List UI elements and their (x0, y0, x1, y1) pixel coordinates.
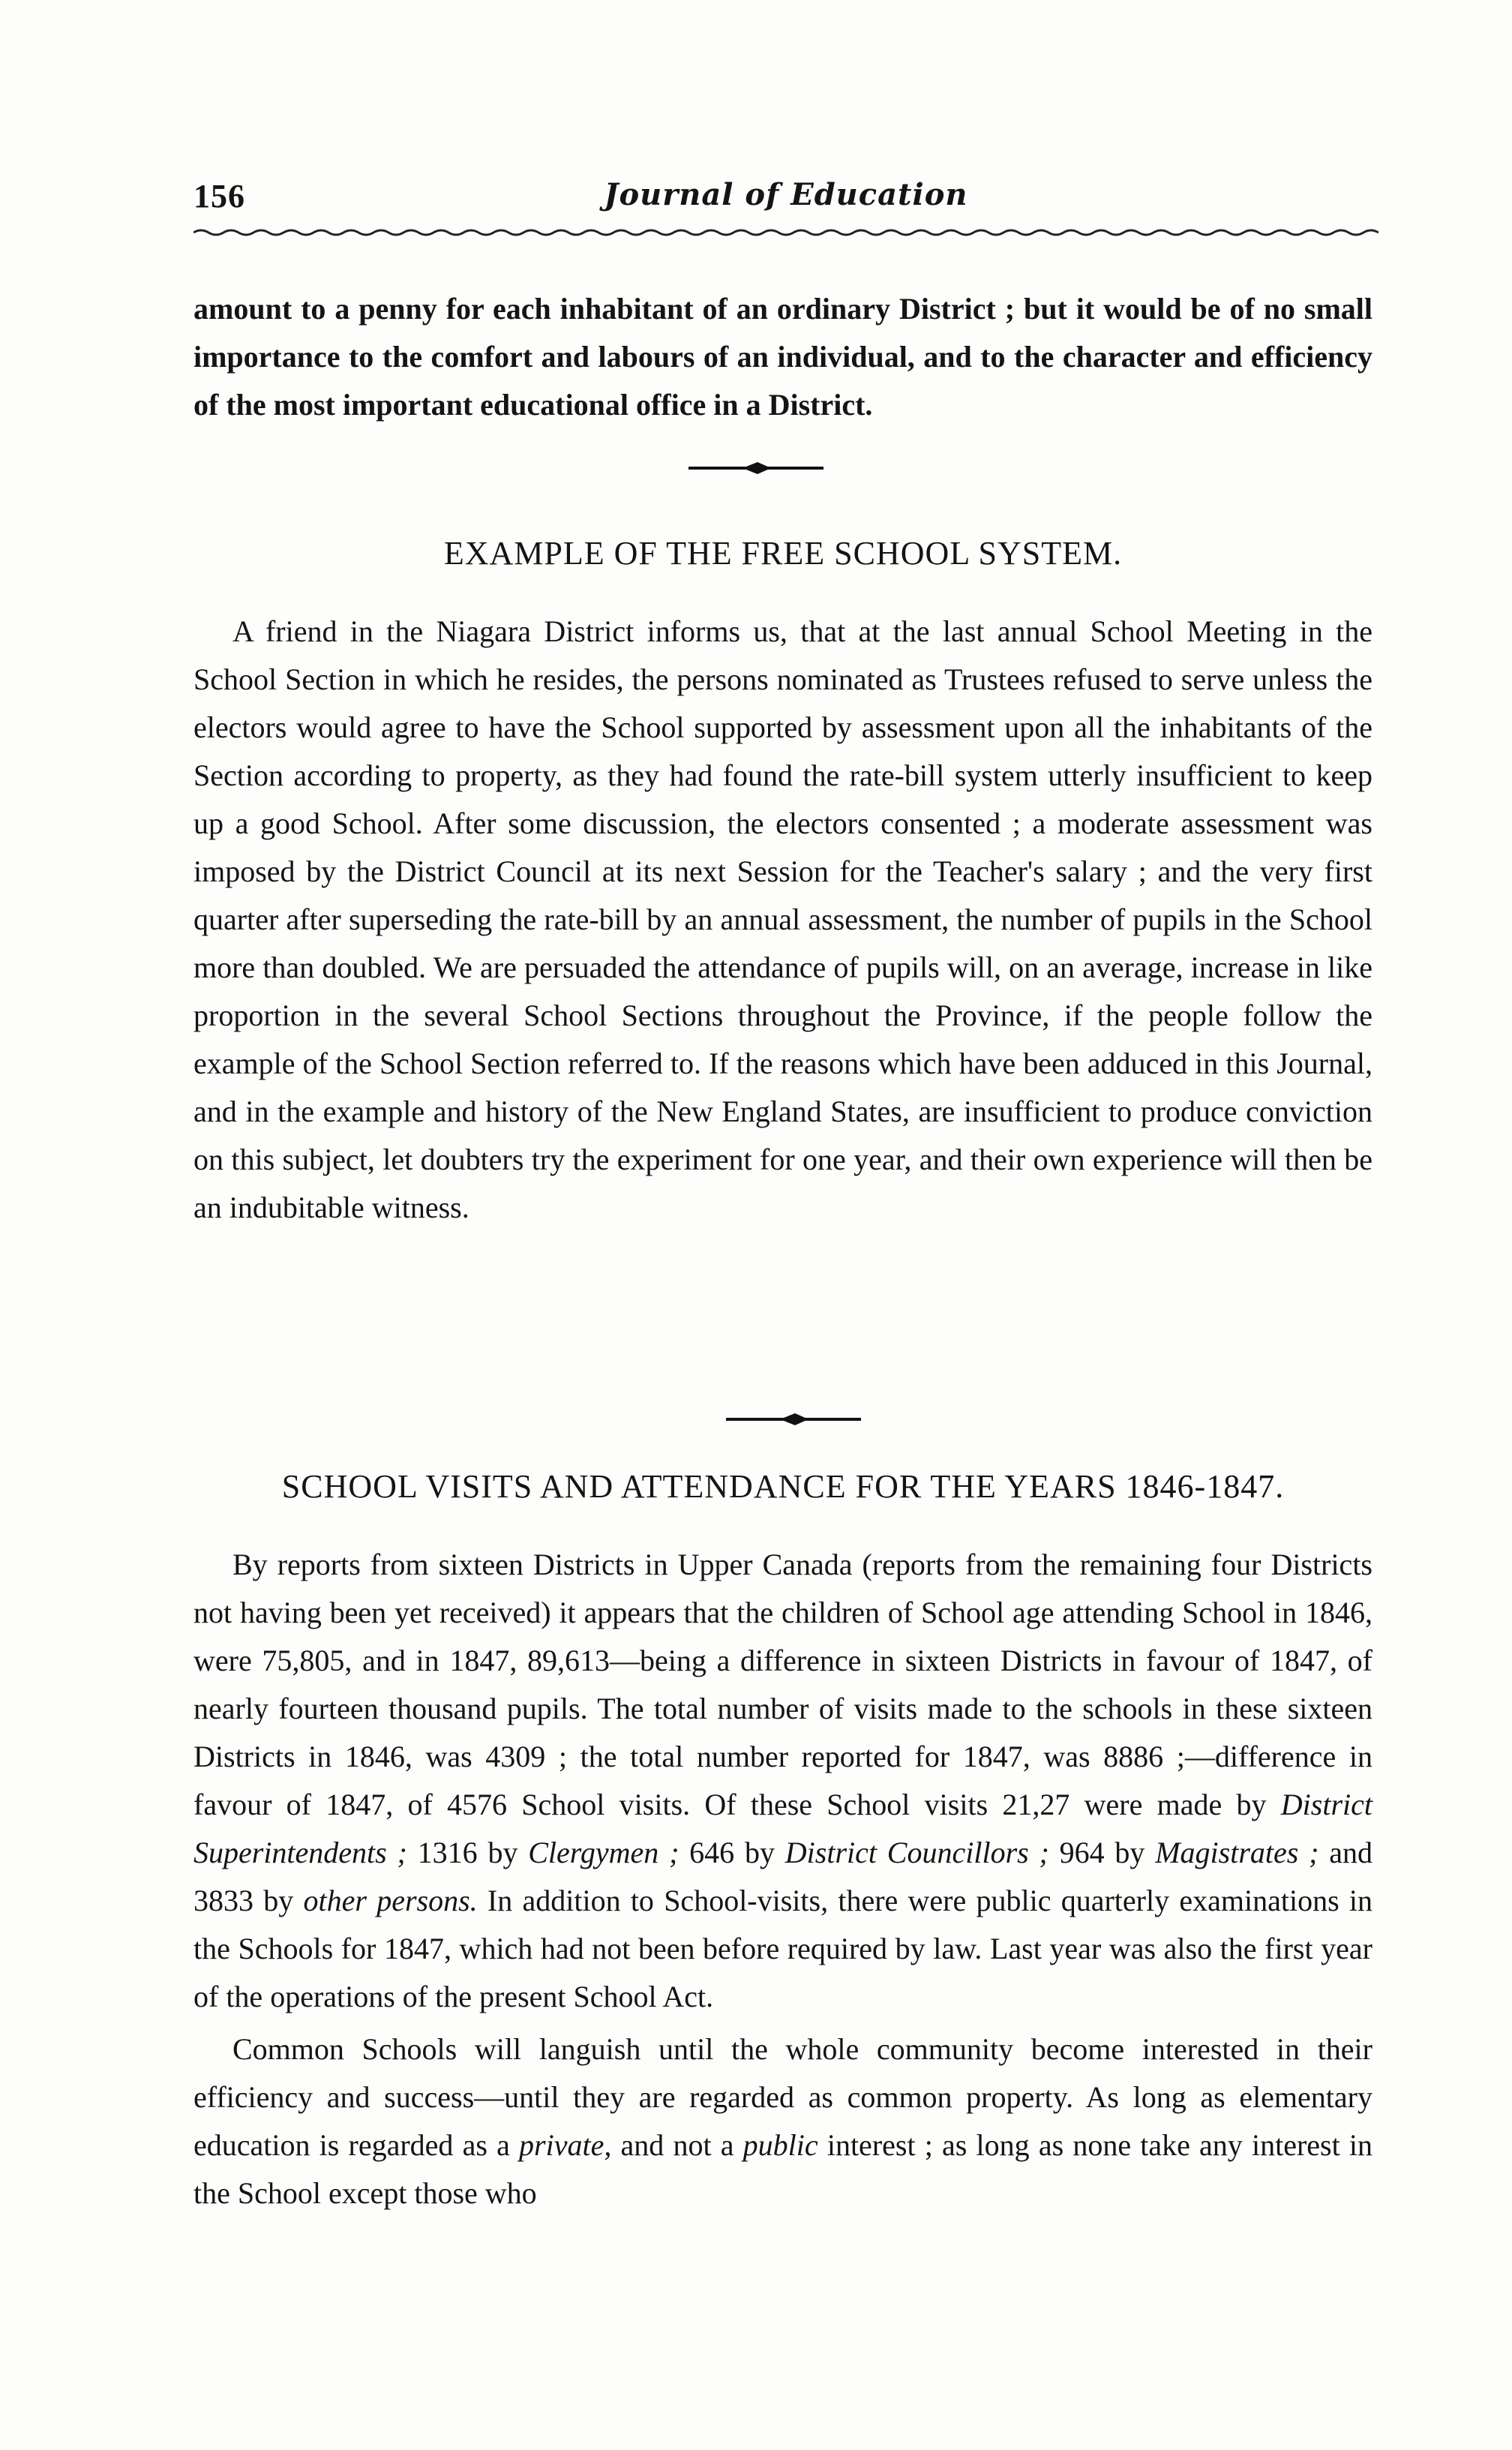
text-run: 964 by (1048, 1836, 1156, 1869)
section-title-free-school: EXAMPLE OF THE FREE SCHOOL SYSTEM. (443, 535, 1123, 572)
italic-run: private, (519, 2128, 612, 2162)
page-header (194, 177, 1378, 222)
section-divider-ornament (726, 1410, 861, 1428)
school-visits-block (194, 1541, 1372, 2217)
free-school-paragraph: A friend in the Niagara District informs us, that at the last annual School Meeting in the School Section in which he resides, the persons nominated as Trustees refused to serve unless the electors would agree to have the School supported by assessment upon all the inhabitants of the Section according to property, as they had found the rate-bill system utterly insufficient to keep up a good School. After some discussion, the electors consented ; a moderate assessment was imposed by the District Council at its next Session for the Teacher's salary ; and the very first quarter after superseding the rate-bill by an annual assessment, the number of pupils in the School more than doubled. We are persuaded the attendance of pupils will, on an average, increase in like proportion in the several School Sections throughout the Province, if the people follow the example of the School Section referred to. If the reasons which have been adduced in this Journal, and in the example and history of the New England States, are insufficient to produce conviction on this subject, let doubters try the experiment for one year, and their own experience will then be an indubitable witness. (194, 614, 1372, 1224)
text-run: By reports from sixteen Districts in Upper Canada (reports from the remaining four Districts not having been yet received) it appears that the children of School age attending School in 1846, were 75,805, and in 1847, 89,613—being a difference in sixteen Districts in favour of 1847, of nearly fourteen thousand pupils. The total number of visits made to the schools in these sixteen Districts in 1846, was 4309 ; the total number reported for 1847, was 8886 ;—difference in favour of 1847, of 4576 School visits. Of these School visits 21,27 were made by (194, 1548, 1372, 1821)
section-divider-ornament (688, 459, 824, 477)
text-run: In addition to School-visits, there were public quarterly examinations in the Schools for 1847, which had not been before required by law. Last year was also the first year of the operations of the present School Act. (194, 1884, 1373, 2013)
text-run: and not a (611, 2128, 743, 2162)
italic-run: other persons. (303, 1884, 478, 1917)
page-number: 156 (194, 178, 245, 215)
section-title-school-visits: SCHOOL VISITS AND ATTENDANCE FOR THE YEARS 1846-1847. (281, 1468, 1285, 1505)
italic-run: public (742, 2128, 818, 2162)
text-run: 646 by (679, 1836, 785, 1869)
opening-paragraph: amount to a penny for each inhabitant of an ordinary District ; but it would be of no small importance to the comfort and labours of an individual, and to the character and efficiency of the most important educational office in a District. (194, 292, 1372, 422)
italic-run: Magistrates ; (1155, 1836, 1319, 1869)
school-visits-paragraph (194, 1541, 1372, 2021)
text-run: Common Schools will languish until the whole community become interested in their efficiency and success—until they are regarded as common property. As long as elementary education is regarded as a (194, 2032, 1372, 2162)
common-schools-paragraph (194, 2025, 1372, 2217)
running-title: Journal of Education (604, 177, 968, 212)
opening-paragraph-block (194, 285, 1372, 429)
header-wavy-rule (194, 225, 1378, 240)
italic-run: District Superintendents ; (194, 1788, 1372, 1869)
free-school-paragraph-block (194, 608, 1372, 1232)
italic-run: District Councillors ; (784, 1836, 1049, 1869)
text-run: interest ; as long as none take any interest in the School except those who (194, 2128, 1372, 2210)
text-run: 1316 by (406, 1836, 529, 1869)
italic-run: Clergymen ; (528, 1836, 680, 1869)
text-run: and 3833 by (194, 1836, 1373, 1917)
